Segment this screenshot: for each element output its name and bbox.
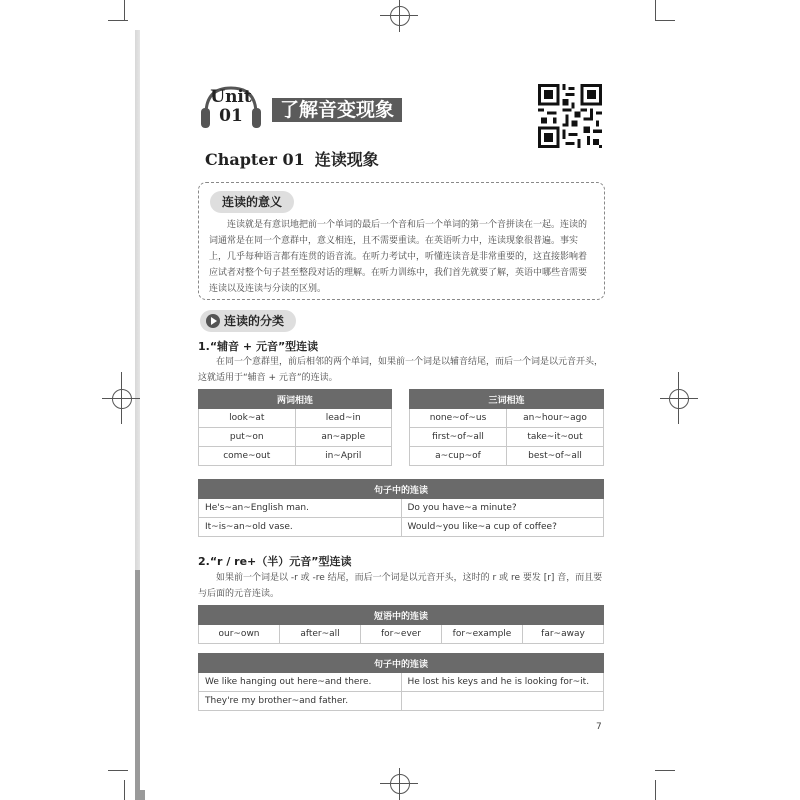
unit-label: Unit 01 xyxy=(210,87,252,126)
table-cell: none~of~us xyxy=(410,409,507,428)
table-header: 两词相连 xyxy=(199,390,392,409)
table-cell xyxy=(401,692,604,711)
table-cell: far~away xyxy=(523,625,604,644)
crop-mark xyxy=(399,768,400,800)
crop-mark xyxy=(102,398,140,399)
table-cell: Would~you like~a cup of coffee? xyxy=(401,518,604,537)
table-row xyxy=(199,673,604,692)
table-cell: come~out xyxy=(199,447,296,466)
unit-title: 了解音变现象 xyxy=(272,98,402,122)
table-cell: take~it~out xyxy=(507,428,604,447)
meaning-heading: 连读的意义 xyxy=(210,191,294,213)
page-number: 7 xyxy=(596,722,602,732)
section2-heading: 2.“r / re+（半）元音”型连读 xyxy=(198,555,352,568)
registration-mark-icon xyxy=(112,389,132,409)
two-words-table xyxy=(198,389,392,466)
unit-badge xyxy=(200,84,262,134)
registration-mark-icon xyxy=(390,774,410,794)
section2-paragraph: 如果前一个词是以 -r 或 -re 结尾，而后一个词是以元音开头，这时的 r 或 re 要发 [r] 音，而且要与后面的元音连读。 xyxy=(198,573,603,599)
three-words-table xyxy=(409,389,604,466)
table-row xyxy=(199,692,604,711)
registration-mark-icon xyxy=(669,389,689,409)
crop-mark xyxy=(380,783,418,784)
phrases-table xyxy=(198,605,604,644)
table-header: 句子中的连读 xyxy=(199,654,604,673)
table-row xyxy=(410,428,604,447)
crop-mark xyxy=(655,0,656,20)
table-cell: in~April xyxy=(295,447,392,466)
table-row xyxy=(199,499,604,518)
table-cell: lead~in xyxy=(295,409,392,428)
play-icon xyxy=(206,314,220,328)
table-row xyxy=(199,428,392,447)
section1-heading: 1.“辅音 + 元音”型连读 xyxy=(198,340,319,353)
table-row xyxy=(199,625,604,644)
section1-sentences-table xyxy=(198,479,604,537)
table-cell: a~cup~of xyxy=(410,447,507,466)
chapter-label: Chapter 01 xyxy=(205,150,305,169)
table-cell: They're my brother~and father. xyxy=(199,692,402,711)
table-row xyxy=(199,409,392,428)
table-cell: for~example xyxy=(442,625,523,644)
table-cell: look~at xyxy=(199,409,296,428)
section2-sentences-table xyxy=(198,653,604,711)
table-cell: an~apple xyxy=(295,428,392,447)
table-cell: He's~an~English man. xyxy=(199,499,402,518)
table-cell: Do you have~a minute? xyxy=(401,499,604,518)
crop-mark xyxy=(660,398,698,399)
table-header: 三词相连 xyxy=(410,390,604,409)
chapter-heading xyxy=(205,147,379,170)
classification-heading xyxy=(200,310,296,332)
table-cell: first~of~all xyxy=(410,428,507,447)
table-row xyxy=(199,447,392,466)
chapter-name: 连读现象 xyxy=(314,150,379,169)
crop-mark xyxy=(655,20,675,21)
table-row xyxy=(410,409,604,428)
crop-mark xyxy=(655,770,675,771)
crop-mark xyxy=(399,0,400,32)
table-cell: It~is~an~old vase. xyxy=(199,518,402,537)
table-row xyxy=(410,447,604,466)
table-cell: our~own xyxy=(199,625,280,644)
qr-code-icon[interactable] xyxy=(538,84,602,148)
meaning-paragraph: 连读就是有意识地把前一个单词的最后一个音和后一个单词的第一个音拼读在一起。连读的词通常是在同一个意群中，意义相连，且不需要重读。在英语听力中，连读现象很普遍。事实上，几乎每种语言都有连贯的语音流。在听力考试中，听懂连读音是非常重要的，这直接影响着应试者对整个句子甚至整段对话的理解。在听力训练中，我们首先就要了解，英语中哪些音需要连读以及连读与分读的区别。 xyxy=(209,220,588,294)
crop-mark xyxy=(108,20,128,21)
registration-mark-icon xyxy=(390,6,410,26)
table-header: 短语中的连读 xyxy=(199,606,604,625)
table-cell: for~ever xyxy=(361,625,442,644)
crop-mark xyxy=(380,15,418,16)
table-cell: He lost his keys and he is looking for~it. xyxy=(401,673,604,692)
table-header: 句子中的连读 xyxy=(199,480,604,499)
crop-mark xyxy=(124,780,125,800)
table-cell: best~of~all xyxy=(507,447,604,466)
table-cell: We like hanging out here~and there. xyxy=(199,673,402,692)
table-cell: after~all xyxy=(280,625,361,644)
section1-paragraph: 在同一个意群里，前后相邻的两个单词，如果前一个词是以辅音结尾，而后一个词是以元音开头，这就适用于“辅音 + 元音”的连读。 xyxy=(198,357,604,383)
table-cell: put~on xyxy=(199,428,296,447)
crop-mark xyxy=(124,0,125,20)
table-row xyxy=(199,518,604,537)
crop-mark xyxy=(655,780,656,800)
classification-heading-label: 连读的分类 xyxy=(224,314,285,328)
crop-mark xyxy=(108,770,128,771)
table-cell: an~hour~ago xyxy=(507,409,604,428)
